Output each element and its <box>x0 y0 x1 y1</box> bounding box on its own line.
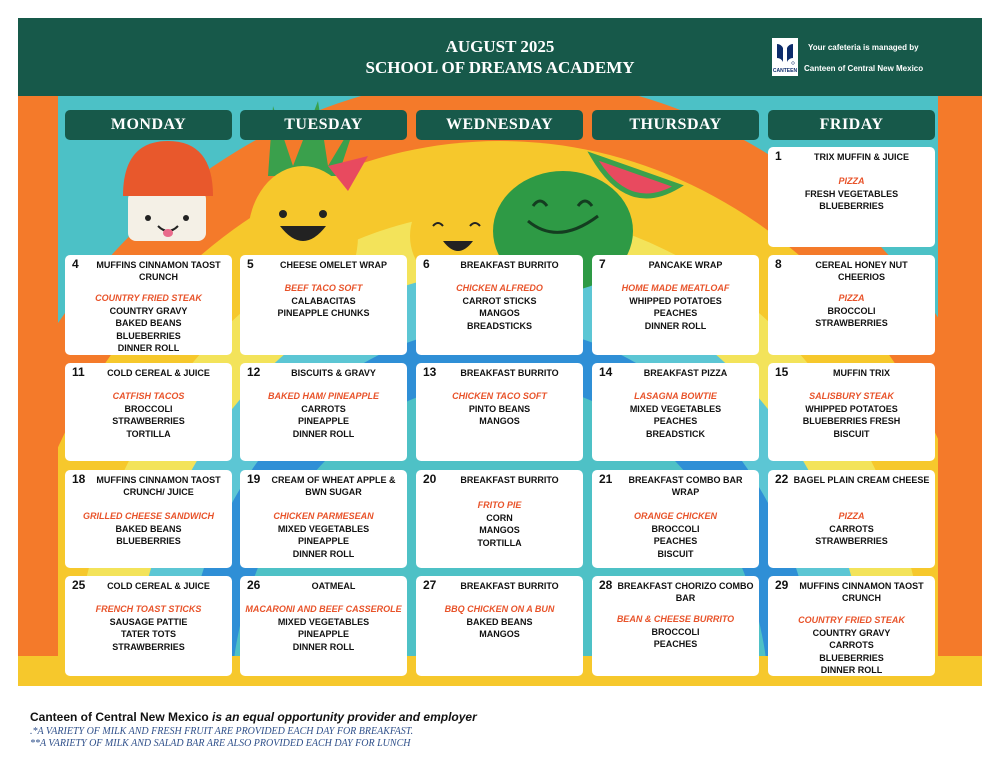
side-item: CARROTS <box>829 524 874 534</box>
lunch-sides <box>594 295 757 332</box>
side-item: BROCCOLI <box>827 306 876 316</box>
side-item: DINNER ROLL <box>292 641 355 652</box>
weekday-friday: FRIDAY <box>768 110 935 140</box>
side-item: BREADSTICKS <box>466 320 532 331</box>
breakfast-item: BISCUITS & GRAVY <box>291 368 376 378</box>
lunch-sides <box>594 403 757 440</box>
day-number: 7 <box>599 257 606 271</box>
side-item: BLUEBERRIES <box>116 536 181 547</box>
side-item: PINEAPPLE <box>297 629 349 640</box>
breakfast-item: MUFFINS CINNAMON TAOST CRUNCH/ JUICE <box>96 475 221 497</box>
breakfast-item: BAGEL PLAIN CREAM CHEESE <box>793 475 930 485</box>
managed-by-company: Canteen of Central New Mexico <box>804 64 924 73</box>
day-cell-22 <box>768 470 935 568</box>
lunch-main-dish: COUNTRY FRIED STEAK <box>798 615 905 625</box>
day-number: 13 <box>423 365 437 379</box>
day-number: 26 <box>247 578 261 592</box>
lunch-sides <box>418 616 581 641</box>
day-cell-26 <box>240 576 407 676</box>
equal-opportunity-statement <box>30 710 477 724</box>
day-cell-28 <box>592 576 759 676</box>
breakfast-item: BREAKFAST BURRITO <box>460 260 559 270</box>
side-item: COUNTRY GRAVY <box>109 306 188 316</box>
school-name: SCHOOL OF DREAMS ACADEMY <box>365 58 635 77</box>
statement-text: is an equal opportunity provider and employer <box>208 710 477 724</box>
day-cell-18 <box>65 470 232 568</box>
lunch-sides <box>242 523 405 560</box>
lunch-sides <box>770 627 933 676</box>
day-cell-25 <box>65 576 232 676</box>
day-cell-20 <box>416 470 583 568</box>
lunch-main-dish: BBQ CHICKEN ON A BUN <box>444 604 555 614</box>
lunch-main-dish: FRITO PIE <box>477 500 522 510</box>
breakfast-item: CHEESE OMELET WRAP <box>279 260 387 270</box>
side-item: TORTILLA <box>477 537 522 548</box>
side-item: CARROTS <box>301 404 346 414</box>
day-number: 27 <box>423 578 437 592</box>
lunch-main-dish: CATFISH TACOS <box>112 391 185 401</box>
muffin-icon <box>123 141 213 241</box>
day-number: 21 <box>599 472 613 486</box>
day-number: 15 <box>775 365 789 379</box>
breakfast-item: BREAKFAST PIZZA <box>643 368 728 378</box>
lunch-main-dish: BEEF TACO SOFT <box>284 283 363 293</box>
breakfast-item: CREAM OF WHEAT APPLE & BWN SUGAR <box>271 475 396 497</box>
weekday-thursday: THURSDAY <box>592 110 759 140</box>
day-number: 28 <box>599 578 613 592</box>
canteen-logo <box>772 38 798 76</box>
breakfast-item: MUFFINS CINNAMON TAOST CRUNCH <box>96 260 221 282</box>
lunch-sides <box>67 305 230 354</box>
day-number: 18 <box>72 472 86 486</box>
side-item: WHIPPED POTATOES <box>805 404 898 414</box>
day-cell-14 <box>592 363 759 461</box>
lunch-sides <box>67 523 230 548</box>
lunch-main-dish: GRILLED CHEESE SANDWICH <box>82 511 214 521</box>
lunch-main-dish: PIZZA <box>838 176 865 186</box>
lunch-sides <box>67 403 230 440</box>
side-item: PEACHES <box>653 536 698 547</box>
day-number: 14 <box>599 365 613 379</box>
day-cell-1 <box>768 147 935 247</box>
side-item: PEACHES <box>653 416 698 427</box>
lunch-sides <box>418 512 581 549</box>
day-number: 19 <box>247 472 261 486</box>
lunch-sides <box>242 403 405 440</box>
day-number: 11 <box>72 365 85 379</box>
weekday-wednesday: WEDNESDAY <box>416 110 583 140</box>
side-item: MANGOS <box>479 629 520 640</box>
lunch-sides <box>770 523 933 548</box>
lunch-sides <box>770 403 933 440</box>
lunch-main-dish: PIZZA <box>838 511 865 521</box>
lunch-main-dish: CHICKEN ALFREDO <box>456 283 543 293</box>
breakfast-item: BREAKFAST BURRITO <box>460 475 559 485</box>
side-item: BAKED BEANS <box>115 524 182 534</box>
side-item: PEACHES <box>653 639 698 650</box>
breakfast-item: PANCAKE WRAP <box>648 260 723 270</box>
side-item: CALABACITAS <box>291 296 356 306</box>
side-item: DINNER ROLL <box>292 428 355 439</box>
weekday-monday: MONDAY <box>65 110 232 140</box>
side-item: STRAWBERRIES <box>815 536 888 547</box>
side-item: DINNER ROLL <box>644 320 707 331</box>
side-item: STRAWBERRIES <box>815 318 888 329</box>
day-number: 5 <box>247 257 254 271</box>
breakfast-item: BREAKFAST BURRITO <box>460 581 559 591</box>
lunch-main-dish: MACARONI AND BEEF CASSEROLE <box>245 604 402 614</box>
side-item: MIXED VEGETABLES <box>629 404 722 414</box>
lunch-main-dish: FRENCH TOAST STICKS <box>95 604 202 614</box>
canteen-logo-text: CANTEEN <box>772 68 798 74</box>
side-item: BLUEBERRIES <box>819 201 884 212</box>
lunch-sides <box>594 523 757 560</box>
side-item: PINEAPPLE <box>297 536 349 547</box>
lunch-sides <box>770 188 933 213</box>
side-item: BLUEBERRIES <box>116 330 181 341</box>
side-item: CORN <box>486 513 513 523</box>
day-number: 22 <box>775 472 789 486</box>
lunch-sides <box>418 403 581 428</box>
side-item: BAKED BEANS <box>115 318 182 329</box>
side-item: BAKED BEANS <box>466 617 533 627</box>
day-cell-7 <box>592 255 759 355</box>
day-cell-4 <box>65 255 232 355</box>
calendar-header <box>18 18 982 96</box>
breakfast-item: BREAKFAST CHORIZO COMBO BAR <box>617 581 754 603</box>
side-item: COUNTRY GRAVY <box>812 628 891 638</box>
day-number: 25 <box>72 578 86 592</box>
breakfast-item: COLD CEREAL & JUICE <box>107 368 210 378</box>
day-number: 29 <box>775 578 789 592</box>
day-cell-13 <box>416 363 583 461</box>
side-item: PINEAPPLE <box>297 416 349 427</box>
lunch-main-dish: PIZZA <box>838 293 865 303</box>
day-cell-27 <box>416 576 583 676</box>
lunch-main-dish: CHICKEN PARMESEAN <box>273 511 374 521</box>
breakfast-item: MUFFINS CINNAMON TAOST CRUNCH <box>799 581 924 603</box>
lunch-sides <box>594 626 757 651</box>
side-item: MIXED VEGETABLES <box>277 617 370 627</box>
day-cell-6 <box>416 255 583 355</box>
side-item: PINEAPPLE CHUNKS <box>277 308 370 319</box>
breakfast-item: TRIX MUFFIN & JUICE <box>813 152 909 162</box>
day-cell-11 <box>65 363 232 461</box>
side-item: BISCUIT <box>833 428 870 439</box>
lunch-main-dish: ORANGE CHICKEN <box>633 511 717 521</box>
side-item: BISCUIT <box>657 548 694 559</box>
side-item: SAUSAGE PATTIE <box>109 617 188 627</box>
lunch-sides <box>770 305 933 330</box>
provider-name: Canteen of Central New Mexico <box>30 710 209 724</box>
lunch-sides <box>242 616 405 653</box>
side-item: MANGOS <box>479 416 520 427</box>
lunch-main-dish: BAKED HAM/ PINEAPPLE <box>267 391 379 401</box>
day-cell-8 <box>768 255 935 355</box>
breakfast-note: .*A VARIETY OF MILK AND FRESH FRUIT ARE PROVIDED EACH DAY FOR BREAKFAST. <box>30 726 414 737</box>
side-item: CARROT STICKS <box>462 296 537 306</box>
lunch-main-dish: SALISBURY STEAK <box>809 391 894 401</box>
day-number: 4 <box>72 257 79 271</box>
lunch-main-dish: LASAGNA BOWTIE <box>634 391 717 401</box>
side-item: DINNER ROLL <box>820 664 883 675</box>
breakfast-item: MUFFIN TRIX <box>833 368 890 378</box>
canteen-logo-icon <box>772 38 798 66</box>
managed-by-label: Your cafeteria is managed by <box>808 43 919 52</box>
day-number: 8 <box>775 257 782 271</box>
lunch-main-dish: COUNTRY FRIED STEAK <box>95 293 202 303</box>
side-item: MANGOS <box>479 308 520 319</box>
lunch-main-dish: BEAN & CHEESE BURRITO <box>616 614 735 624</box>
side-item: BLUEBERRIES <box>819 652 884 663</box>
lunch-main-dish: HOME MADE MEATLOAF <box>621 283 730 293</box>
side-item: BROCCOLI <box>651 627 700 637</box>
breakfast-item: BREAKFAST BURRITO <box>460 368 559 378</box>
breakfast-item: BREAKFAST COMBO BAR WRAP <box>628 475 743 497</box>
day-cell-29 <box>768 576 935 676</box>
day-cell-12 <box>240 363 407 461</box>
breakfast-item: CEREAL HONEY NUT CHEERIOS <box>815 260 908 282</box>
side-item: DINNER ROLL <box>117 342 180 353</box>
side-item: BROCCOLI <box>651 524 700 534</box>
day-number: 12 <box>247 365 261 379</box>
day-number: 1 <box>775 149 782 163</box>
side-item: MANGOS <box>479 525 520 536</box>
lunch-note: **A VARIETY OF MILK AND SALAD BAR ARE ALSO PROVIDED EACH DAY FOR LUNCH <box>30 738 411 749</box>
day-number: 20 <box>423 472 437 486</box>
side-item: MIXED VEGETABLES <box>277 524 370 534</box>
side-item: TORTILLA <box>126 428 171 439</box>
side-item: STRAWBERRIES <box>112 641 185 652</box>
month-title: AUGUST 2025 <box>445 37 555 56</box>
day-cell-21 <box>592 470 759 568</box>
day-cell-5 <box>240 255 407 355</box>
lunch-sides <box>242 295 405 320</box>
side-item: WHIPPED POTATOES <box>629 296 722 306</box>
side-item: CARROTS <box>829 640 874 651</box>
lunch-main-dish: CHICKEN TACO SOFT <box>452 391 547 401</box>
side-item: BLUEBERRIES FRESH <box>802 416 901 427</box>
breakfast-item: OATMEAL <box>311 581 356 591</box>
day-cell-15 <box>768 363 935 461</box>
side-item: STRAWBERRIES <box>112 416 185 427</box>
side-item: FRESH VEGETABLES <box>804 189 899 199</box>
side-item: BREADSTICK <box>645 428 705 439</box>
side-item: TATER TOTS <box>121 629 176 640</box>
breakfast-item: COLD CEREAL & JUICE <box>107 581 210 591</box>
day-cell-19 <box>240 470 407 568</box>
side-item: BROCCOLI <box>124 404 173 414</box>
side-item: DINNER ROLL <box>292 548 355 559</box>
lunch-sides <box>418 295 581 332</box>
side-item: PEACHES <box>653 308 698 319</box>
side-item: PINTO BEANS <box>468 404 531 414</box>
day-number: 6 <box>423 257 430 271</box>
lunch-sides <box>67 616 230 653</box>
weekday-tuesday: TUESDAY <box>240 110 407 140</box>
